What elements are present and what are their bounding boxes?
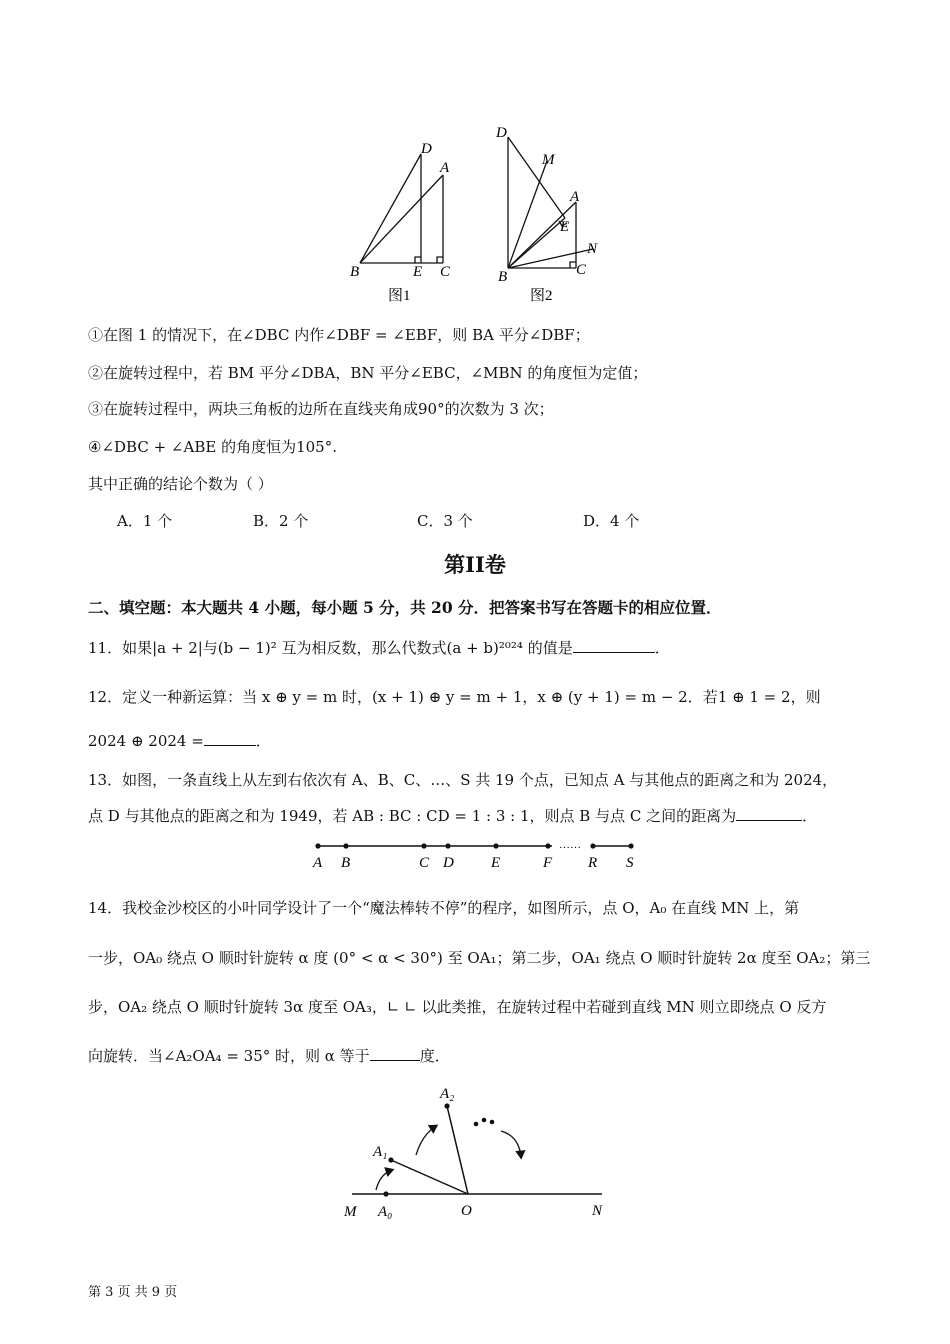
fig1-label-b: B — [350, 264, 360, 280]
figure-2 — [490, 120, 630, 310]
q14-point-a1-dot — [388, 1157, 393, 1162]
fig1-label-d: D — [421, 141, 432, 157]
q13-point-e-dot — [493, 843, 498, 848]
q14-label-a0: A₀ — [378, 1204, 393, 1220]
q14-ellipsis-dot-2 — [482, 1118, 487, 1123]
q11 — [88, 637, 670, 658]
q13-label-c: C — [419, 855, 430, 871]
q13-line-2-text: 点 D 与其他点的距离之和为 1949，若 AB : BC : CD = 1 : 3 : 1，则点 B 与点 C 之间的距离为 — [88, 807, 737, 825]
q13-point-b-dot — [343, 843, 348, 848]
q14-ellipsis-dot-1 — [474, 1122, 479, 1127]
q10-statement-2: ②在旋转过程中，若 BM 平分∠DBA，BN 平分∠EBC，∠MBN 的角度恒为定值； — [88, 364, 648, 382]
q14-label-o: O — [461, 1203, 472, 1219]
q14-answer-blank[interactable] — [370, 1046, 420, 1061]
q13-label-r: R — [588, 855, 598, 871]
fig2-label-n: N — [587, 241, 598, 257]
q14-figure — [330, 1080, 620, 1230]
section-title: 第II卷 — [444, 552, 506, 577]
q13-number-line — [300, 836, 650, 876]
fig2-label-m: M — [542, 152, 555, 168]
q14-ellipsis-dot-3 — [490, 1120, 495, 1125]
q14-label-m: M — [344, 1204, 357, 1220]
fig2-label-c: C — [576, 262, 587, 278]
fig2-label-a: A — [570, 189, 580, 205]
q13-dots: …… — [559, 839, 581, 851]
q13-point-c-dot — [421, 843, 426, 848]
q13-line-2 — [88, 805, 817, 826]
page-footer: 第 3 页 共 9 页 — [88, 1285, 178, 1300]
q12-line-2-text: 2024 ⊕ 2024 = — [88, 732, 204, 750]
figure-1 — [340, 140, 460, 310]
q14-point-a0-dot — [383, 1191, 388, 1196]
q13-label-b: B — [341, 855, 351, 871]
q10-option-c: C．3 个 — [417, 512, 473, 530]
q10-option-a: A．1 个 — [117, 512, 173, 530]
section-header: 二、填空题：本大题共 4 小题，每小题 5 分，共 20 分．把答案书写在答题卡的相应位置． — [88, 598, 722, 617]
q14-label-n: N — [592, 1203, 603, 1219]
q13-label-a: A — [313, 855, 323, 871]
q10-option-b: B．2 个 — [253, 512, 309, 530]
q14-line-1: 14．我校金沙校区的小叶同学设计了一个“魔法棒转不停”的程序，如图所示，点 O，A₀ 在直线 MN 上，第 — [88, 899, 800, 917]
fig2-caption: 图2 — [530, 288, 553, 304]
fig2-label-b: B — [498, 269, 508, 285]
q10-statement-3: ③在旋转过程中，两块三角板的边所在直线夹角成90°的次数为 3 次； — [88, 400, 554, 418]
fig1-label-e: E — [413, 264, 423, 280]
q14-point-a2-dot — [444, 1103, 449, 1108]
q13-line-1: 13．如图，一条直线上从左到右依次有 A、B、C、…、S 共 19 个点，已知点 A 与其他点的距离之和为 2024， — [88, 771, 838, 789]
q12-answer-blank[interactable] — [204, 731, 256, 746]
q14-line-3: 步，OA₂ 绕点 O 顺时针旋转 3α 度至 OA₃，∟ ∟ 以此类推，在旋转过程中若碰到直线 MN 则立即绕点 O 反方 — [88, 998, 827, 1016]
q12-line-2 — [88, 730, 271, 751]
q13-label-f: F — [543, 855, 553, 871]
q13-point-s-dot — [628, 843, 633, 848]
q13-point-d-dot — [445, 843, 450, 848]
fig1-label-c: C — [440, 264, 451, 280]
q14-line-4 — [88, 1045, 450, 1066]
q13-point-f-dot — [545, 843, 550, 848]
q10-statement-1: ①在图 1 的情况下，在∠DBC 内作∠DBF = ∠EBF，则 BA 平分∠DBF； — [88, 326, 590, 344]
q13-answer-blank[interactable] — [736, 806, 802, 821]
q14-label-a2: A₂ — [440, 1086, 455, 1102]
q14-line-4-text: 向旋转．当∠A₂OA₄ = 35° 时，则 α 等于 — [88, 1047, 370, 1065]
q13-label-e: E — [491, 855, 501, 871]
q11-answer-blank[interactable] — [573, 638, 655, 653]
q13-end: ． — [802, 807, 818, 825]
q14-line-2: 一步，OA₀ 绕点 O 顺时针旋转 α 度 (0° < α < 30°) 至 OA₁；第二步，OA₁ 绕点 O 顺时针旋转 2α 度至 OA₂；第三 — [88, 949, 871, 967]
fig1-label-a: A — [440, 160, 450, 176]
q13-point-a-dot — [315, 843, 320, 848]
fig2-label-e: E — [560, 219, 570, 235]
q12-line-1: 12．定义一种新运算：当 x ⊕ y = m 时，(x + 1) ⊕ y = m + 1，x ⊕ (y + 1) = m − 2．若1 ⊕ 1 = 2，则 — [88, 688, 821, 706]
q11-text: 11．如果|a + 2|与(b − 1)² 互为相反数，那么代数式(a + b)²⁰²⁴ 的值是 — [88, 639, 573, 657]
q13-label-d: D — [443, 855, 454, 871]
q11-end: ． — [654, 639, 670, 657]
q10-statement-4: ④∠DBC + ∠ABE 的角度恒为105°. — [88, 438, 337, 456]
q14-end: 度． — [419, 1047, 450, 1065]
fig2-label-d: D — [496, 125, 507, 141]
q13-point-r-dot — [590, 843, 595, 848]
fig1-caption: 图1 — [388, 288, 411, 304]
q13-label-s: S — [626, 855, 634, 871]
q10-option-d: D．4 个 — [583, 512, 640, 530]
q14-label-a1: A₁ — [373, 1144, 388, 1160]
q12-end: ． — [255, 732, 271, 750]
q10-question: 其中正确的结论个数为（ ） — [88, 475, 273, 493]
